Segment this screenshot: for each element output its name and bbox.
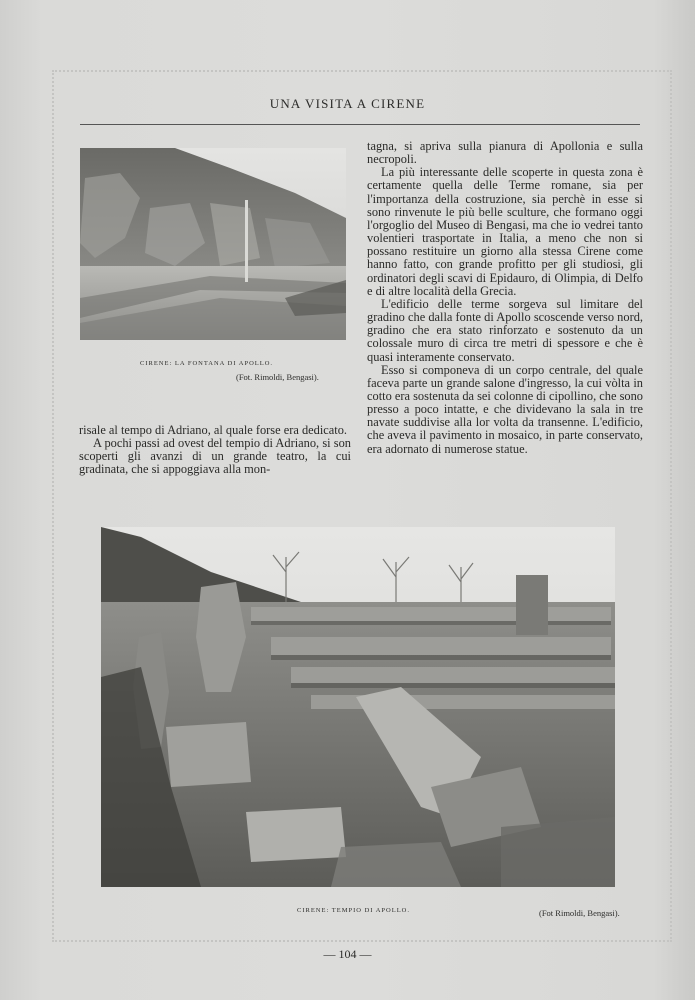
- paragraph: tagna, si apriva sulla pianura di Apollonia e sulla necropoli.: [367, 139, 643, 167]
- figure1-credit: (Fot. Rimoldi, Bengasi).: [236, 372, 319, 382]
- running-title: UNA VISITA A CIRENE: [269, 96, 426, 111]
- figure2-caption: CIRENE: TEMPIO DI APOLLO.: [297, 907, 410, 914]
- page-number: — 104 —: [323, 947, 372, 961]
- photo-tempio-di-apollo: [101, 527, 615, 887]
- paragraph: L'edificio delle terme sorgeva sul limitare del gradino che dalla fonte di Apollo scoscende verso nord, gradino che era stato rinforzato e sostenuto da un colossale muro di circa tre metri di spessore e che è quasi interamente conservato.: [367, 296, 643, 364]
- paragraph: La più interessante delle scoperte in questa zona è certamente quella delle Terme romane, sia per l'importanza della costruzione, sia perchè in esse si sono rinvenute le più belle sculture, che formano oggi l'orgoglio del Museo di Bengasi, ma che io vedrei tanto volentieri trasportate in Italia, a meno che non si possano restituire un giorno alla stessa Cirene come hanno fatto, con grande profitto per gli studiosi, gli ordinatori degli scavi di Epidauro, di Olimpia, di Delfo e di altre località della Grecia.: [367, 165, 643, 298]
- paragraph: risale al tempo di Adriano, al quale forse era dedicato.: [79, 423, 348, 437]
- text-column-right: [367, 140, 643, 456]
- photo-fontana-di-apollo: [80, 148, 346, 340]
- figure1-caption: CIRENE: LA FONTANA DI APOLLO.: [140, 360, 274, 367]
- figure2-credit: (Fot Rimoldi, Bengasi).: [539, 908, 620, 918]
- text-column-left: [79, 424, 351, 477]
- paragraph: A pochi passi ad ovest del tempio di Adriano, si son scoperti gli avanzi di un grande teatro, la cui gradinata, che si appoggiava alla mon-: [79, 436, 351, 477]
- paragraph: Esso si componeva di un corpo centrale, del quale faceva parte un grande salone d'ingresso, la cui vòlta in cotto era sostenuta da sei colonne di cipollino, che sono presso a poco intatte, e che dividevano la sala in tre navate suddivise alla lor volta da transenne. L'edificio, che aveva il pavimento in mosaico, in parte conservato, era adornato di numerose statue.: [367, 362, 643, 456]
- header-rule: [80, 124, 640, 125]
